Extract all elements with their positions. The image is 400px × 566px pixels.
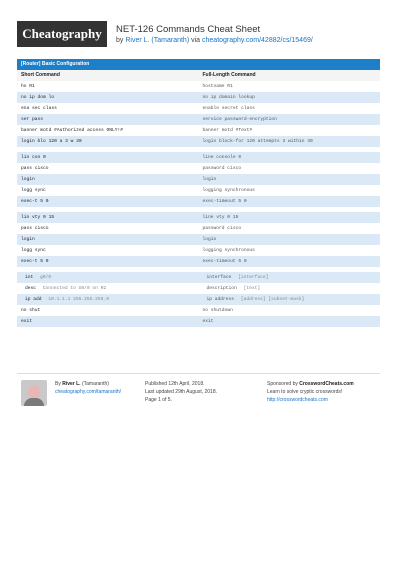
full-command: no shutdown (202, 308, 233, 313)
table-row (17, 316, 380, 327)
short-command: ho R1 (21, 84, 35, 89)
sponsor-line (267, 380, 354, 388)
footer-sponsor (267, 380, 354, 404)
table-row (17, 256, 380, 267)
footer-dates (145, 380, 217, 404)
via-label: via (191, 37, 201, 44)
short-command: exit (21, 319, 33, 324)
author-profile-link[interactable]: cheatography.com/tamaranth/ (55, 389, 122, 395)
short-cmd-arg: 10.1.1.1 255.255.255.0 (48, 297, 109, 302)
short-command: pass cisco (21, 166, 49, 171)
table-row (17, 196, 380, 207)
table-row (17, 125, 380, 136)
byline (116, 37, 313, 44)
full-command: banner motd #Text# (202, 128, 253, 133)
table-row (17, 305, 380, 316)
table-row (17, 234, 380, 245)
full-command: line vty 0 15 (202, 215, 239, 220)
table-row (17, 81, 380, 92)
short-command: no ip dom lo (21, 95, 55, 100)
table-row (17, 114, 380, 125)
short-command: logg sync (21, 188, 46, 193)
table-row (17, 92, 380, 103)
full-command (199, 272, 381, 283)
short-command: no shut (21, 308, 41, 313)
author-name: River L. (62, 381, 81, 387)
short-command: login (21, 237, 35, 242)
short-command: ena sec class (21, 106, 57, 111)
full-command (199, 283, 381, 294)
full-command: service password-encryption (202, 117, 277, 122)
page-number: Page 1 of 5. (145, 397, 172, 403)
cheatography-logo[interactable]: Cheatography (17, 21, 107, 47)
short-cmd-keyword: int (25, 275, 34, 280)
sponsor-tagline: Learn to solve cryptic crosswords! (267, 389, 343, 395)
short-command: login blo 120 a 3 w 30 (21, 139, 82, 144)
short-command: logg sync (21, 248, 46, 253)
full-cmd-keyword: interface (206, 275, 232, 280)
short-command (17, 272, 199, 283)
full-command: logging synchronous (202, 248, 255, 253)
short-cmd-arg: g0/0 (40, 275, 52, 280)
table-row (17, 103, 380, 114)
full-cmd-keyword: description (206, 286, 237, 291)
col-short-command: Short Command (21, 72, 60, 78)
full-command: exec-timeout 5 0 (202, 259, 247, 264)
sponsor-link[interactable]: http://crosswordcheats.com (267, 397, 328, 403)
full-cmd-arg: [interface] (238, 275, 269, 280)
full-command: no ip domain lookup (202, 95, 255, 100)
avatar-shirt (24, 398, 44, 406)
full-command: login block-for 120 attempts 3 within 30 (202, 139, 313, 144)
short-command (17, 283, 199, 294)
short-command: exec-t 5 0 (21, 259, 49, 264)
short-command: lin vty 0 15 (21, 215, 55, 220)
basic-configuration-card (17, 59, 380, 327)
full-cmd-arg: [text] (243, 286, 261, 291)
sponsor-prefix: Sponsored by (267, 381, 298, 387)
short-command: ser pass (21, 117, 44, 122)
full-cmd-arg: [address] [subnet-mask] (240, 297, 305, 302)
short-command: lin con 0 (21, 155, 46, 160)
table-row (17, 283, 380, 294)
table-row (17, 136, 380, 147)
full-command: login (202, 177, 217, 182)
by-label: By (55, 381, 61, 387)
short-command: exec-t 5 0 (21, 199, 49, 204)
footer-author (55, 380, 121, 396)
short-command: pass cisco (21, 226, 49, 231)
full-command: hostname R1 (202, 84, 233, 89)
table-row (17, 152, 380, 163)
table-row (17, 294, 380, 305)
updated-date: Last updated 29th August, 2018. (145, 389, 218, 395)
full-command (199, 294, 381, 305)
page-header (0, 0, 400, 52)
col-full-command: Full-Length Command (202, 72, 256, 78)
table-row (17, 272, 380, 283)
short-cmd-arg: Connected to G0/0 on R2 (42, 286, 107, 291)
full-command: login (202, 237, 217, 242)
table-row (17, 212, 380, 223)
page-title: NET-126 Commands Cheat Sheet (116, 24, 261, 35)
table-row (17, 245, 380, 256)
page-footer (17, 373, 380, 412)
full-command: enable secret class (202, 106, 255, 111)
author-link[interactable]: River L. (Tamaranth) (125, 37, 190, 44)
short-command: banner motd #Authorized access ONLY!# (21, 128, 123, 133)
full-cmd-keyword: ip address (206, 297, 235, 302)
full-command: exec-timeout 5 0 (202, 199, 247, 204)
author-handle: (Tamaranth) (81, 381, 109, 387)
author-avatar[interactable] (21, 380, 47, 406)
short-command (17, 294, 199, 305)
byline-prefix: by (116, 37, 124, 44)
short-cmd-keyword: ip add (25, 297, 42, 302)
column-headers (17, 70, 380, 81)
short-command: login (21, 177, 35, 182)
table-row (17, 174, 380, 185)
full-command: line console 0 (202, 155, 242, 160)
sheet-url-link[interactable]: cheatography.com/42882/cs/15469/ (202, 37, 313, 44)
sponsor-name[interactable]: CrosswordCheats.com (299, 381, 354, 387)
full-command: password cisco (202, 226, 242, 231)
footer-author-line (55, 380, 121, 388)
short-cmd-keyword: desc (25, 286, 37, 291)
table-row (17, 185, 380, 196)
full-command: password cisco (202, 166, 242, 171)
avatar-face (28, 385, 40, 399)
card-title: [Router] Basic Configuration (17, 59, 380, 70)
published-date: Published 12th April, 2018. (145, 381, 205, 387)
table-row (17, 223, 380, 234)
full-command: logging synchronous (202, 188, 255, 193)
table-row (17, 163, 380, 174)
full-command: exit (202, 319, 214, 324)
